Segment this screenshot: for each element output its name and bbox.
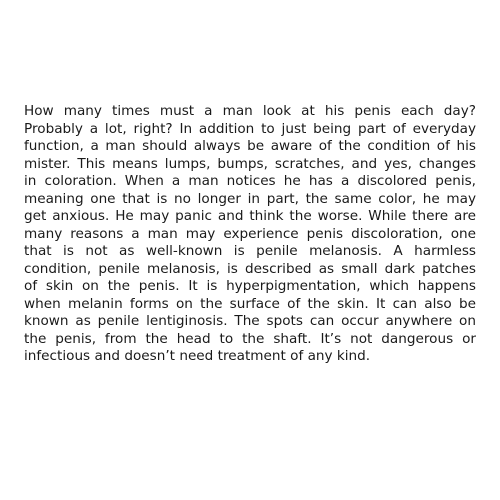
paragraph-line: in coloration. When a man notices he has a discolored penis, [24, 173, 476, 189]
paragraph-line: meaning one that is no longer in part, the same color, he may [24, 190, 476, 207]
paragraph-line: of skin on the penis. It is hyperpigmentation, which happens [24, 278, 476, 294]
paragraph-line: How many times must a man look at his penis each day? [24, 103, 476, 119]
paragraph-line: get anxious. He may panic and think the worse. While there are [24, 208, 476, 224]
paragraph-line: known as penile lentiginosis. The spots can occur anywhere on [24, 313, 476, 329]
body-paragraph [24, 103, 476, 366]
paragraph-line: many reasons a man may experience penis discoloration, one [24, 225, 476, 242]
paragraph-line: function, a man should always be aware of the condition of his [24, 138, 476, 154]
paragraph-line: Probably a lot, right? In addition to just being part of everyday [24, 120, 476, 137]
paragraph-line: that is not as well-known is penile melanosis. A harmless [24, 243, 476, 259]
paragraph-line: mister. This means lumps, bumps, scratches, and yes, changes [24, 155, 476, 172]
paragraph-line: the penis, from the head to the shaft. It’s not dangerous or [24, 330, 476, 347]
paragraph-line: when melanin forms on the surface of the skin. It can also be [24, 295, 476, 312]
paragraph-line: condition, penile melanosis, is described as small dark patches [24, 260, 476, 277]
paragraph-line: infectious and doesn’t need treatment of any kind. [24, 348, 371, 364]
